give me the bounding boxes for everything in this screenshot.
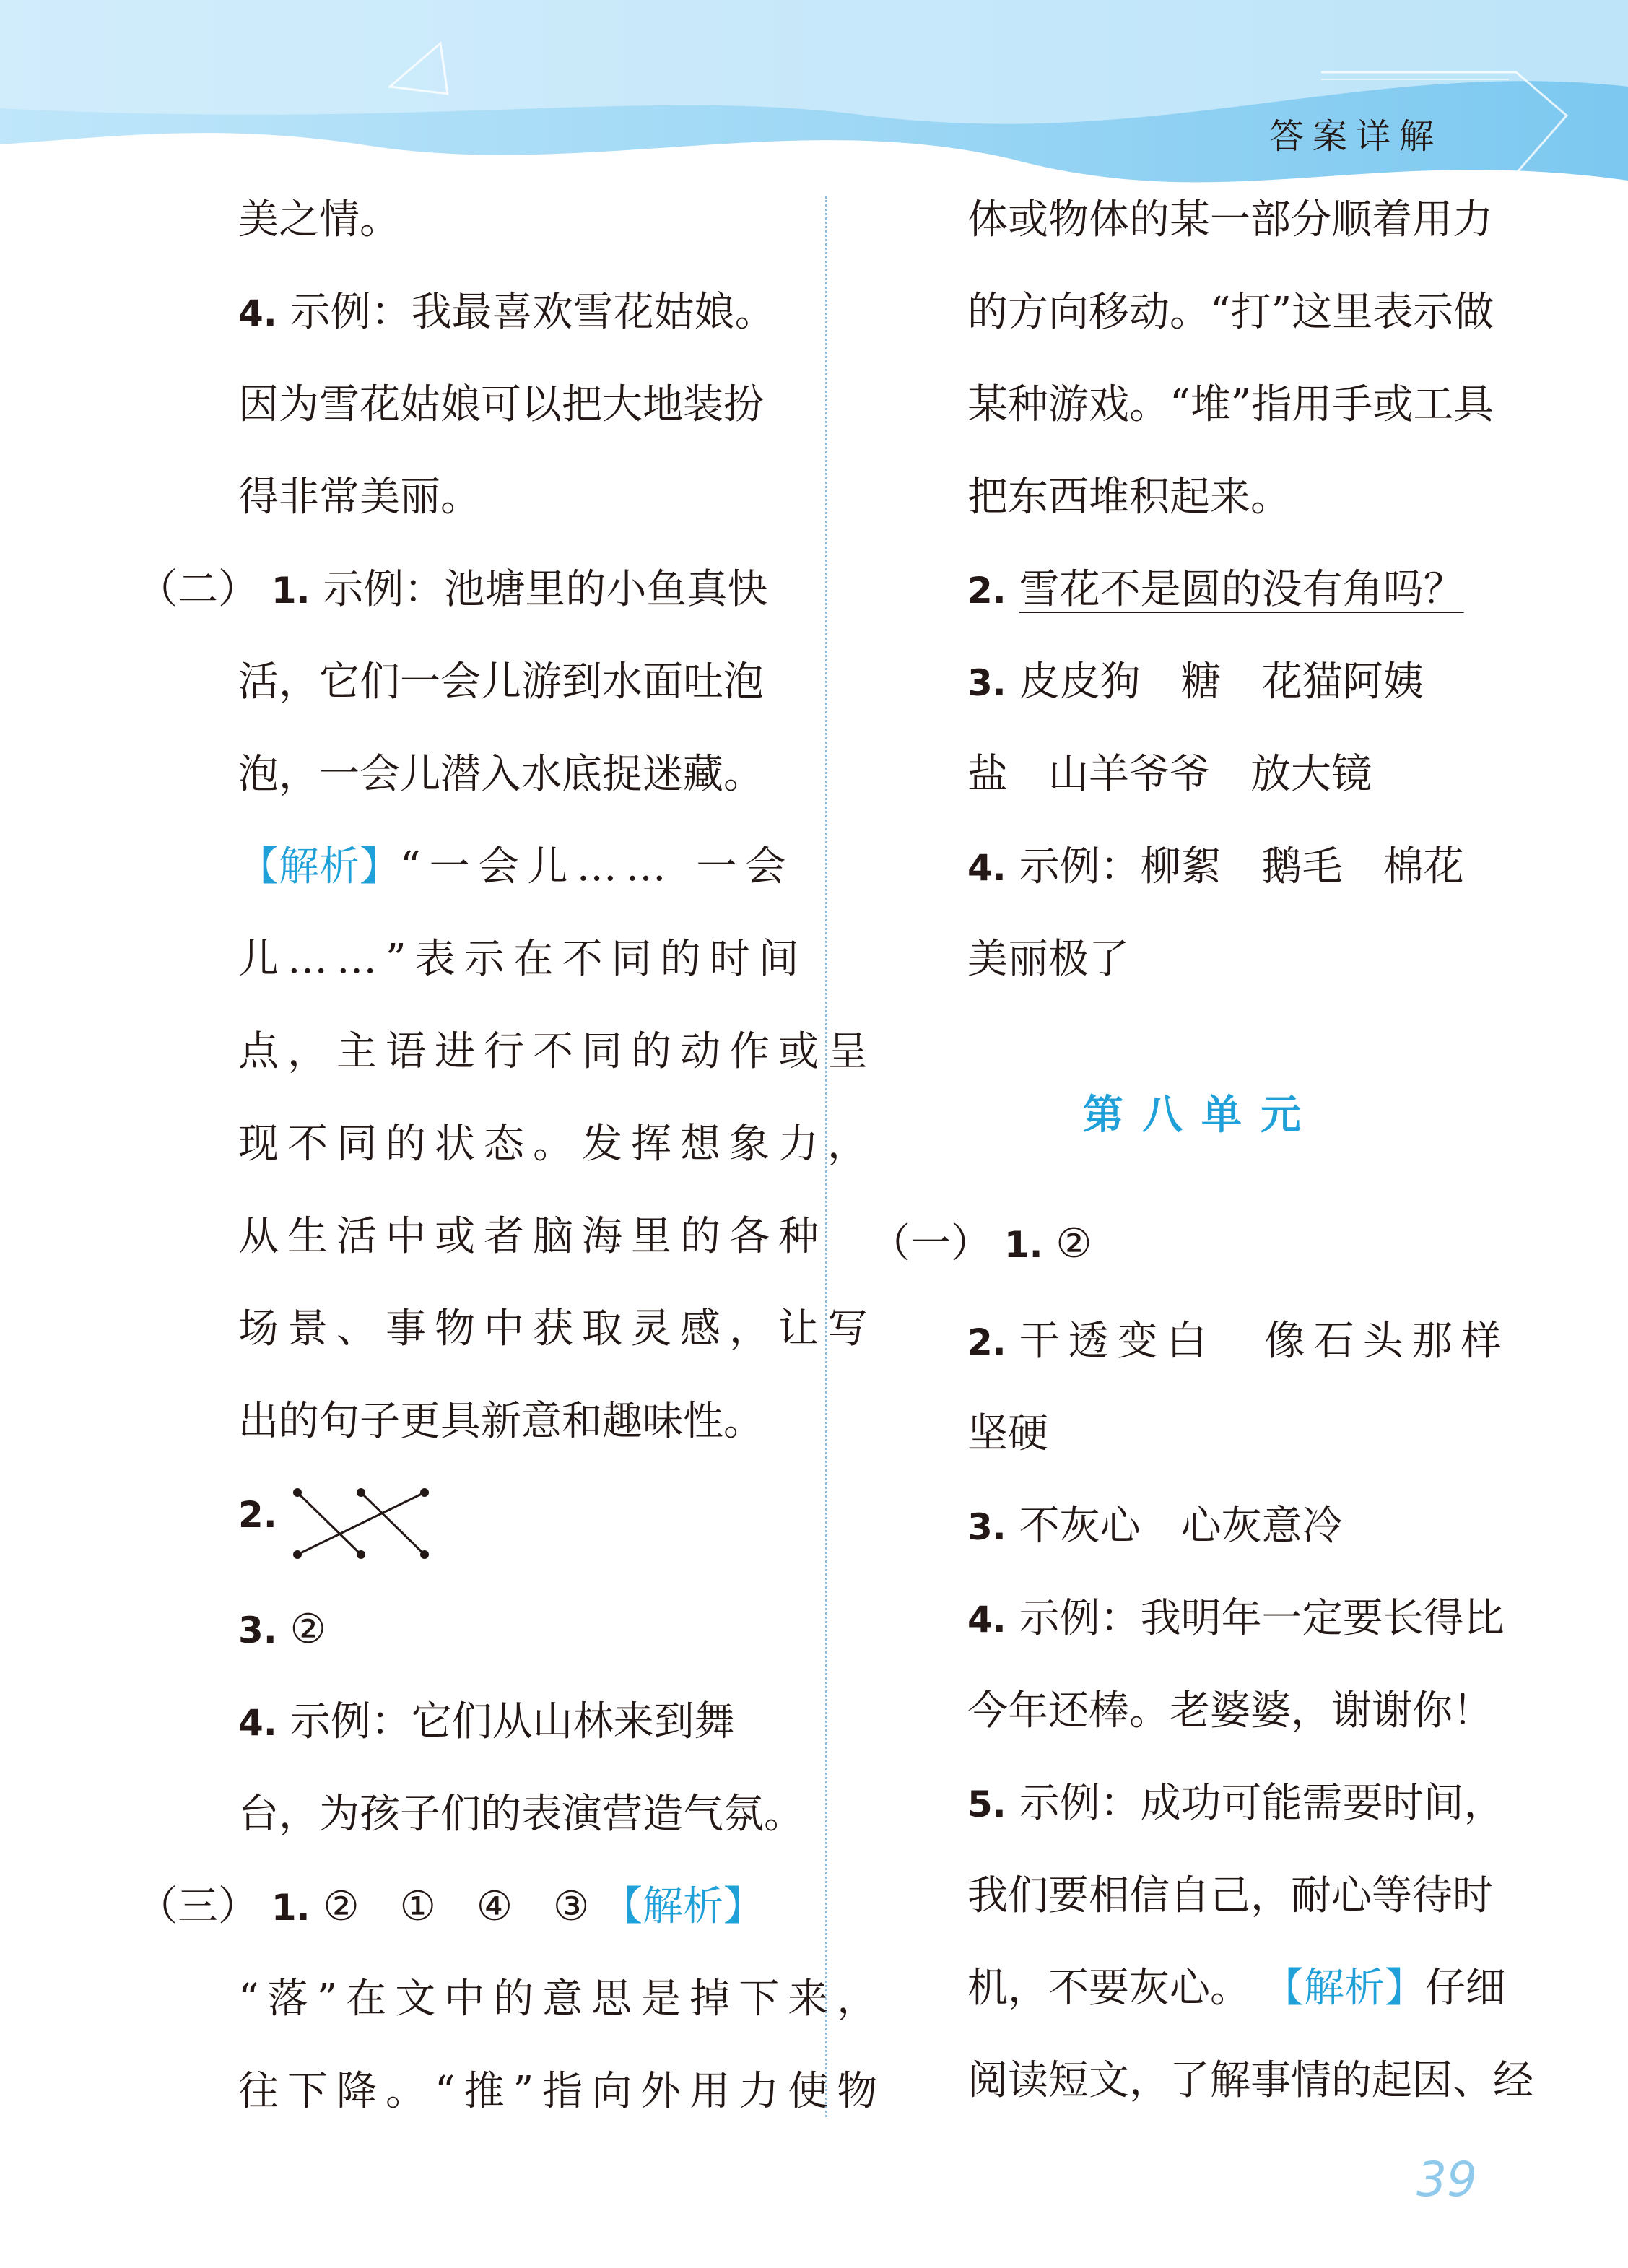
text-line: 场景、事物中获取灵感，让写	[238, 1305, 876, 1352]
section-label: （二）	[137, 566, 258, 613]
answer-item: （二） 1. 示例：池塘里的小鱼真快	[137, 566, 768, 613]
text-line: 体或物体的某一部分顺着用力	[967, 196, 1493, 243]
text-line: 现不同的状态。发挥想象力，	[238, 1121, 876, 1168]
answer-item: （一） 1. ②	[870, 1220, 1092, 1267]
text-line: 的方向移动。“打”这里表示做	[967, 289, 1494, 336]
answer-item: 2. 干透变白 像石头那样	[967, 1318, 1510, 1365]
text-line: 把东西堆积起来。	[967, 474, 1291, 521]
answer-item: 4. 示例：柳絮 鹅毛 棉花	[967, 843, 1464, 890]
analysis-tag: 【解析】	[238, 843, 400, 890]
header-title: 答案详解	[1269, 116, 1443, 157]
page-number: 39	[1416, 2152, 1477, 2207]
section-label: （一）	[870, 1220, 991, 1267]
answer-item: 3. ②	[238, 1606, 326, 1653]
analysis-tag: 【解析】	[1263, 1965, 1425, 2012]
answer-item: （三） 1. ② ① ④ ③ 【解析】	[137, 1883, 765, 1930]
text-line: 活，它们一会儿游到水面吐泡	[238, 659, 764, 705]
text-line: 从生活中或者脑海里的各种	[238, 1213, 827, 1260]
text-line: 出的句子更具新意和趣味性。	[238, 1398, 764, 1445]
answer-item: 4. 示例：我明年一定要长得比	[967, 1595, 1505, 1642]
answer-item: 5. 示例：成功可能需要时间，	[967, 1780, 1505, 1827]
text-line: “落”在文中的意思是掉下来，	[238, 1976, 887, 2022]
text-line: 坚硬	[967, 1410, 1048, 1457]
section-label: （三）	[137, 1883, 258, 1930]
underlined-answer: 雪花不是圆的没有角吗？	[1019, 566, 1464, 613]
text-line: 我们要相信自己，耐心等待时	[967, 1872, 1493, 1919]
answer-item: 4. 示例：我最喜欢雪花姑娘。	[238, 289, 775, 336]
analysis-line: 机，不要灰心。 【解析】仔细	[967, 1965, 1506, 2012]
text-line: 美之情。	[238, 196, 400, 243]
text-line: 某种游戏。“堆”指用手或工具	[967, 381, 1494, 428]
text-line: 因为雪花姑娘可以把大地装扮	[238, 381, 764, 428]
answer-item: 3. 不灰心 心灰意冷	[967, 1503, 1343, 1550]
answer-item: 2. 雪花不是圆的没有角吗？	[967, 566, 1464, 613]
text-line: 阅读短文，了解事情的起因、经	[967, 2057, 1533, 2104]
cross-lines-diagram-icon	[289, 1484, 433, 1563]
text-line: 泡，一会儿潜入水底捉迷藏。	[238, 751, 764, 798]
analysis-line: 【解析】“一会儿…… 一会	[238, 843, 795, 890]
answer-item: 2.	[238, 1494, 277, 1536]
text-line: 盐 山羊爷爷 放大镜	[967, 751, 1372, 798]
text-line: 得非常美丽。	[238, 474, 481, 521]
text-line: 儿……”表示在不同的时间	[238, 936, 808, 983]
text-line: 今年还棒。老婆婆，谢谢你！	[967, 1687, 1493, 1734]
text-line: 台，为孩子们的表演营造气氛。	[238, 1791, 804, 1838]
answer-item: 4. 示例：它们从山林来到舞	[238, 1698, 735, 1745]
unit-title: 第八单元	[1083, 1092, 1320, 1139]
analysis-tag: 【解析】	[602, 1883, 765, 1930]
text-line: 点，主语进行不同的动作或呈	[238, 1028, 876, 1075]
text-line: 往下降。“推”指向外用力使物	[238, 2068, 887, 2115]
text-line: 美丽极了	[967, 936, 1129, 983]
answer-item: 3. 皮皮狗 糖 花猫阿姨	[967, 659, 1424, 705]
